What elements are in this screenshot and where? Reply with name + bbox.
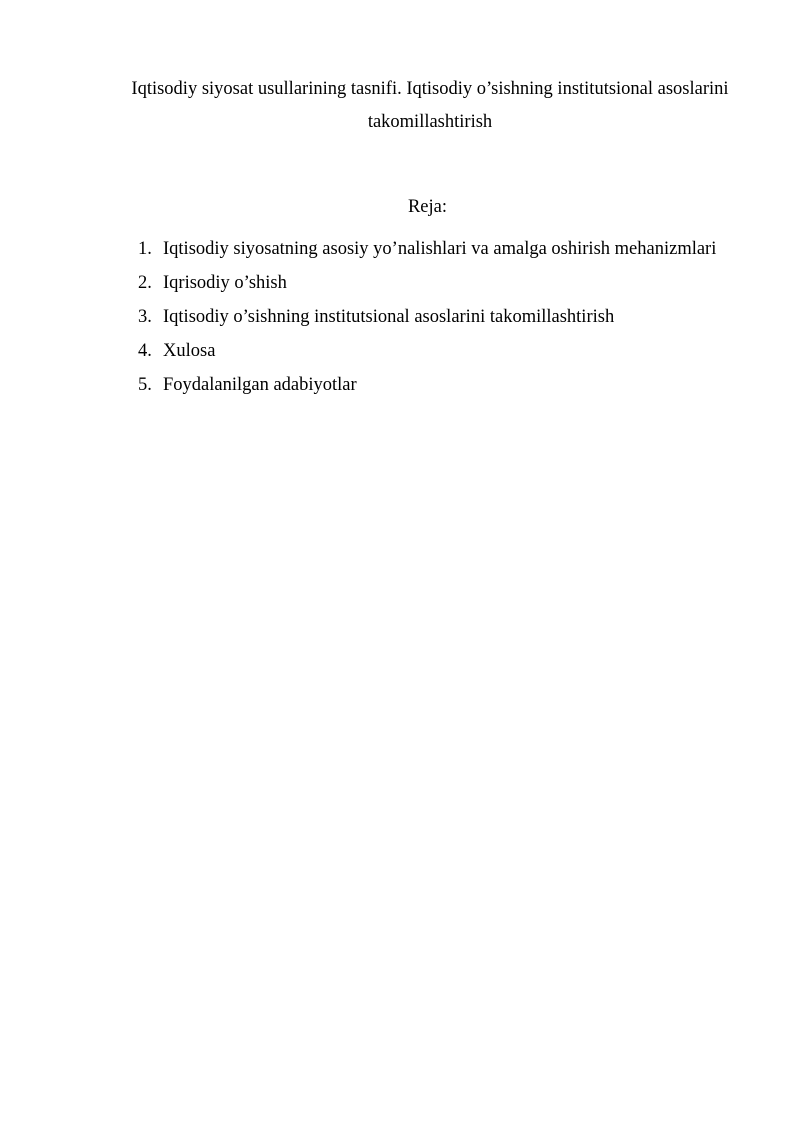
plan-item-number: 1. bbox=[138, 239, 152, 259]
title-line-1: Iqtisodiy siyosat usullarining tasnifi. Iqtisodiy o’sishning institutsional asoslarini bbox=[131, 79, 729, 99]
plan-item-1 bbox=[138, 236, 716, 270]
title-line-2: takomillashtirish bbox=[367, 112, 493, 132]
plan-item-2 bbox=[138, 270, 716, 304]
plan-item-text: Iqrisodiy o’shish bbox=[163, 273, 287, 293]
plan-item-number: 3. bbox=[138, 307, 152, 327]
plan-list bbox=[138, 236, 716, 406]
page-title bbox=[95, 73, 765, 139]
plan-item-3 bbox=[138, 304, 716, 338]
plan-item-text: Iqtisodiy o’sishning institutsional asoslarini takomillashtirish bbox=[163, 307, 615, 327]
plan-item-number: 2. bbox=[138, 273, 152, 293]
plan-item-5 bbox=[138, 372, 716, 406]
plan-item-number: 5. bbox=[138, 375, 152, 395]
plan-item-text: Foydalanilgan adabiyotlar bbox=[163, 375, 357, 395]
plan-item-text: Iqtisodiy siyosatning asosiy yo’nalishlari va amalga oshirish mehanizmlari bbox=[163, 239, 717, 259]
plan-item-text: Xulosa bbox=[163, 341, 216, 361]
plan-item-number: 4. bbox=[138, 341, 152, 361]
plan-heading: Reja: bbox=[407, 197, 448, 217]
plan-item-4 bbox=[138, 338, 716, 372]
